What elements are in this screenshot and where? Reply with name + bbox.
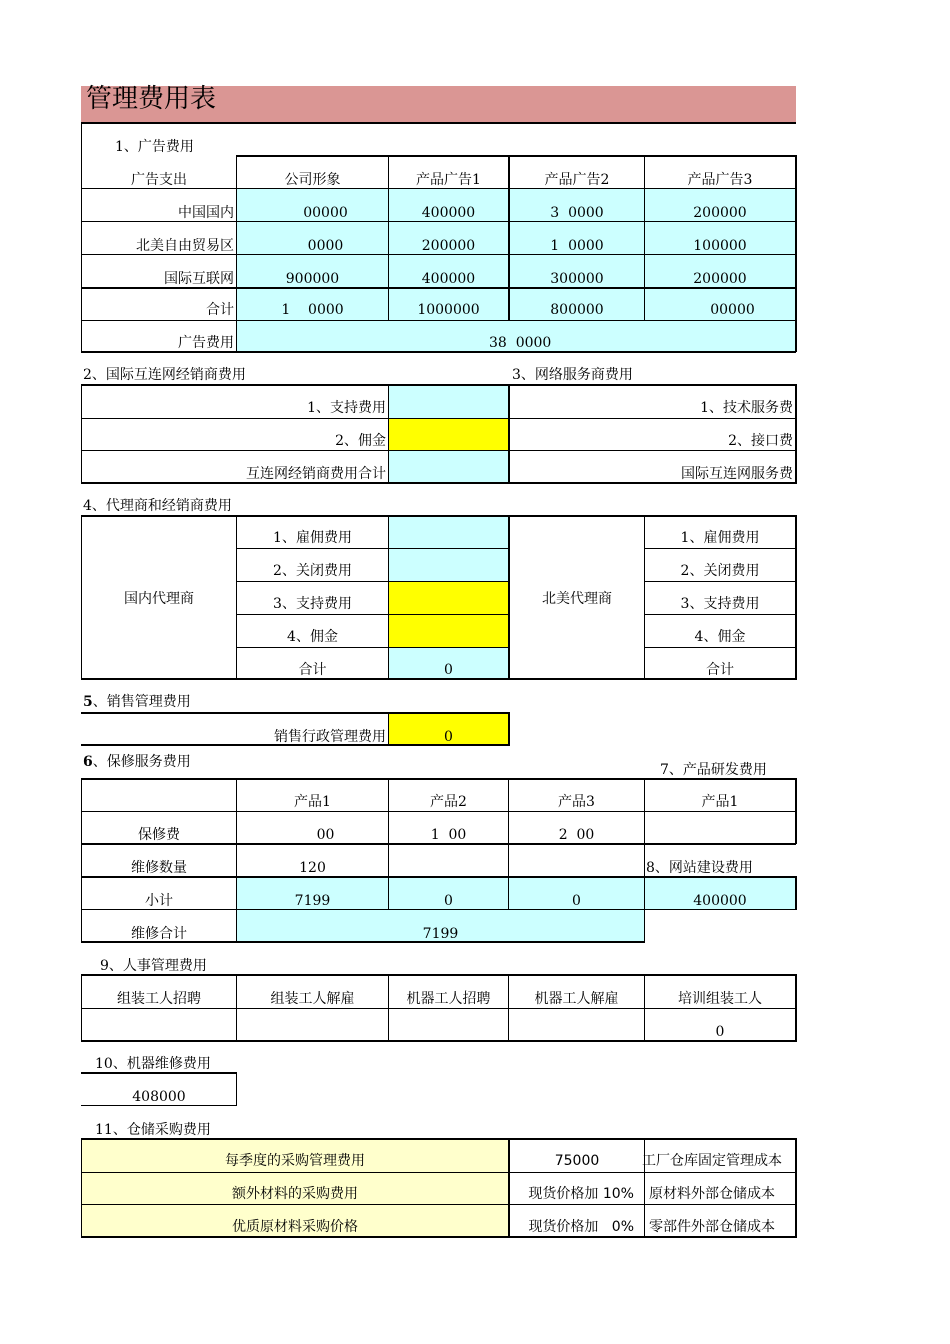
grid-line <box>388 974 389 1042</box>
col-header: 公司形象 <box>284 172 341 188</box>
sec5-title: 、销售管理费用 <box>92 694 191 710</box>
grid-line <box>508 974 509 1042</box>
sales-admin-label: 销售行政管理费用 <box>274 729 386 745</box>
hr-header: 机器工人解雇 <box>534 991 619 1007</box>
grid-line <box>81 515 796 517</box>
sec6-row-label: 维修合计 <box>131 926 187 942</box>
sec4-item: 合计 <box>706 662 734 678</box>
sales-admin-value[interactable]: 0 <box>444 729 453 745</box>
domestic-total: 0 <box>444 662 453 678</box>
sec6-row-label: 保修费 <box>138 827 180 843</box>
sec3-row-label: 国际互连网服务费 <box>681 466 793 482</box>
grid-line <box>81 876 796 878</box>
col-header: 产品广告2 <box>544 172 610 188</box>
purchase-value[interactable]: 现货价格加 0% <box>528 1219 634 1235</box>
grid-line <box>81 482 796 484</box>
sec6-product-header: 产品2 <box>430 794 467 810</box>
sec2-row-label: 2、佣金 <box>335 433 386 449</box>
grid-line <box>81 1204 796 1205</box>
grid-line <box>81 712 509 714</box>
grid-line <box>81 778 796 780</box>
grid-line <box>236 548 508 549</box>
sec2-row-label: 1、支持费用 <box>307 400 386 416</box>
row-label: 国际互联网 <box>164 271 234 287</box>
grid-line <box>795 515 797 680</box>
sec4-item: 2、关闭费用 <box>680 563 760 579</box>
sec4-item: 4、佣金 <box>287 629 338 645</box>
sec3-row-label: 2、接口费 <box>728 433 793 449</box>
grid-line <box>388 384 389 484</box>
grid-line <box>81 1072 237 1074</box>
cell-value[interactable]: 200000 <box>693 271 747 287</box>
hr-header: 组装工人招聘 <box>117 991 201 1007</box>
sec4-input[interactable] <box>388 515 508 548</box>
grid-line <box>236 581 508 582</box>
sec4-item: 4、佣金 <box>694 629 746 645</box>
sec2-total-cell <box>388 450 508 483</box>
repair-total-value: 7199 <box>422 926 459 942</box>
sec3-row-label: 1、技术服务费 <box>700 400 793 416</box>
purchase-label: 每季度的采购管理费用 <box>225 1153 365 1169</box>
purchase-value[interactable]: 现货价格加 10% <box>528 1186 634 1202</box>
sec5-num: 5 <box>83 694 93 710</box>
grid-line <box>644 581 796 582</box>
grid-line <box>81 188 796 189</box>
sec6-row-label: 小计 <box>145 893 173 909</box>
grid-line <box>795 155 797 352</box>
col-header: 产品广告3 <box>687 172 753 188</box>
quantity-value[interactable]: 120 <box>299 860 326 876</box>
grid-line <box>236 974 237 1042</box>
cell-value[interactable]: 900000 <box>285 271 340 287</box>
row-label: 广告费用 <box>178 335 234 351</box>
cell-value[interactable]: 400000 <box>421 205 476 221</box>
sec1-heading: 1、广告费用 <box>115 139 194 155</box>
website-cost-value[interactable]: 400000 <box>693 893 747 909</box>
cell-value[interactable]: 3 0000 <box>550 205 604 221</box>
warranty-value[interactable]: 2 00 <box>558 827 595 843</box>
title-underline <box>81 122 796 124</box>
purchase-label: 优质原材料采购价格 <box>232 1219 358 1235</box>
page-title: 管理费用表 <box>86 84 217 114</box>
col-header: 产品广告1 <box>416 172 481 188</box>
sec6-heading <box>83 754 191 770</box>
cell-value[interactable]: 1 0000 <box>550 238 604 254</box>
grid-line <box>81 418 796 419</box>
cell-value: 1 0000 <box>281 302 344 318</box>
cell-value[interactable]: 300000 <box>550 271 604 287</box>
warranty-value[interactable]: 1 00 <box>430 827 467 843</box>
grid-line <box>81 320 796 321</box>
hr-header: 机器工人招聘 <box>406 991 491 1007</box>
sec2-row-label: 互连网经销商费用合计 <box>246 466 386 482</box>
grid-line <box>795 974 797 1042</box>
sec4-item: 1、雇佣费用 <box>273 530 352 546</box>
grid-line <box>81 1040 796 1042</box>
grid-line <box>795 876 797 910</box>
storage-cost-label: 原材料外部仓储成本 <box>649 1186 775 1202</box>
storage-cost-label: 工厂仓库固定管理成本 <box>642 1153 782 1169</box>
grid-line <box>81 843 796 845</box>
cell-value[interactable]: 400000 <box>421 271 476 287</box>
col-header: 广告支出 <box>131 172 187 188</box>
sec4-item: 1、雇佣费用 <box>680 530 760 546</box>
grid-line <box>81 1105 237 1106</box>
sec6-product-header: 产品1 <box>294 794 331 810</box>
sec4-item: 3、支持费用 <box>680 596 760 612</box>
cell-value: 1000000 <box>417 302 480 318</box>
grid-line <box>795 778 797 844</box>
grid-line <box>236 614 508 615</box>
sec3-heading: 3、网络服务商费用 <box>512 367 633 383</box>
grid-line <box>81 974 796 976</box>
subtotal-value: 7199 <box>294 893 331 909</box>
row-label: 北美自由贸易区 <box>136 238 234 254</box>
sec4-heading: 4、代理商和经销商费用 <box>83 498 232 514</box>
sec2-commission-input[interactable] <box>388 418 508 450</box>
grid-line <box>795 384 797 484</box>
training-cost-value[interactable]: 0 <box>715 1024 725 1040</box>
cell-value: 00000 <box>710 302 755 318</box>
grid-line <box>236 1072 237 1106</box>
sec7-heading: 7、产品研发费用 <box>660 762 767 778</box>
sec6-num: 6 <box>83 754 93 770</box>
subtotal-value: 0 <box>444 893 453 909</box>
cell-value[interactable]: 00000 <box>303 205 348 221</box>
ad-total-value: 38 0000 <box>489 335 552 351</box>
cell-value[interactable]: 200000 <box>421 238 476 254</box>
hr-header: 组装工人解雇 <box>270 991 355 1007</box>
row-label: 合计 <box>206 302 234 318</box>
na-agent-label: 北美代理商 <box>542 591 612 607</box>
grid-line <box>388 515 389 680</box>
grid-line <box>81 678 796 680</box>
grid-line <box>236 155 796 157</box>
grid-line <box>81 1236 796 1238</box>
cell-value[interactable]: 0000 <box>307 238 344 254</box>
sec4-input[interactable] <box>388 581 508 614</box>
hr-header: 培训组装工人 <box>678 991 762 1007</box>
grid-line <box>81 221 796 222</box>
grid-line <box>644 548 796 549</box>
sec4-item: 3、支持费用 <box>273 596 352 612</box>
sec5-heading <box>83 694 191 710</box>
purchase-label: 额外材料的采购费用 <box>232 1186 358 1202</box>
cell-value[interactable]: 100000 <box>693 238 747 254</box>
sec6-product-header: 产品3 <box>558 794 595 810</box>
grid-line <box>81 909 796 910</box>
sec11-heading: 11、仓储采购费用 <box>95 1122 211 1138</box>
sec2-heading: 2、国际互连网经销商费用 <box>83 367 246 383</box>
sec4-input[interactable] <box>388 614 508 647</box>
grid-line <box>644 614 796 615</box>
grid-line <box>81 450 796 451</box>
grid-line <box>81 1172 796 1173</box>
grid-line <box>81 384 796 386</box>
sec4-item: 2、关闭费用 <box>273 563 352 579</box>
row-label: 中国国内 <box>178 205 234 221</box>
sec8-heading: 8、网站建设费用 <box>646 860 753 876</box>
grid-line <box>81 254 796 255</box>
cell-value: 800000 <box>550 302 604 318</box>
purchase-value[interactable]: 75000 <box>554 1153 600 1169</box>
subtotal-value: 0 <box>572 893 581 909</box>
grid-line <box>644 647 796 648</box>
domestic-agent-label: 国内代理商 <box>124 591 194 607</box>
grid-line <box>81 351 796 353</box>
grid-line <box>81 287 796 289</box>
warranty-value[interactable]: 00 <box>316 827 335 843</box>
sec6-title: 、保修服务费用 <box>92 754 191 770</box>
grid-line <box>81 974 82 1042</box>
grid-line <box>236 647 508 648</box>
storage-cost-label: 零部件外部仓储成本 <box>649 1219 775 1235</box>
machine-repair-value[interactable]: 408000 <box>132 1089 186 1105</box>
grid-line <box>795 1138 797 1238</box>
grid-line <box>508 712 510 746</box>
sec4-item: 合计 <box>298 662 327 678</box>
sec6-row-label: 维修数量 <box>131 860 187 876</box>
cell-value[interactable]: 200000 <box>693 205 747 221</box>
sec10-heading: 10、机器维修费用 <box>95 1056 211 1072</box>
sec4-input[interactable] <box>388 548 508 581</box>
grid-line <box>81 1008 796 1009</box>
sec7-product-header: 产品1 <box>701 794 739 810</box>
sec9-heading: 9、人事管理费用 <box>100 958 207 974</box>
grid-line <box>81 811 796 812</box>
grid-line <box>81 1138 796 1140</box>
sec2-support-input[interactable] <box>388 384 508 418</box>
